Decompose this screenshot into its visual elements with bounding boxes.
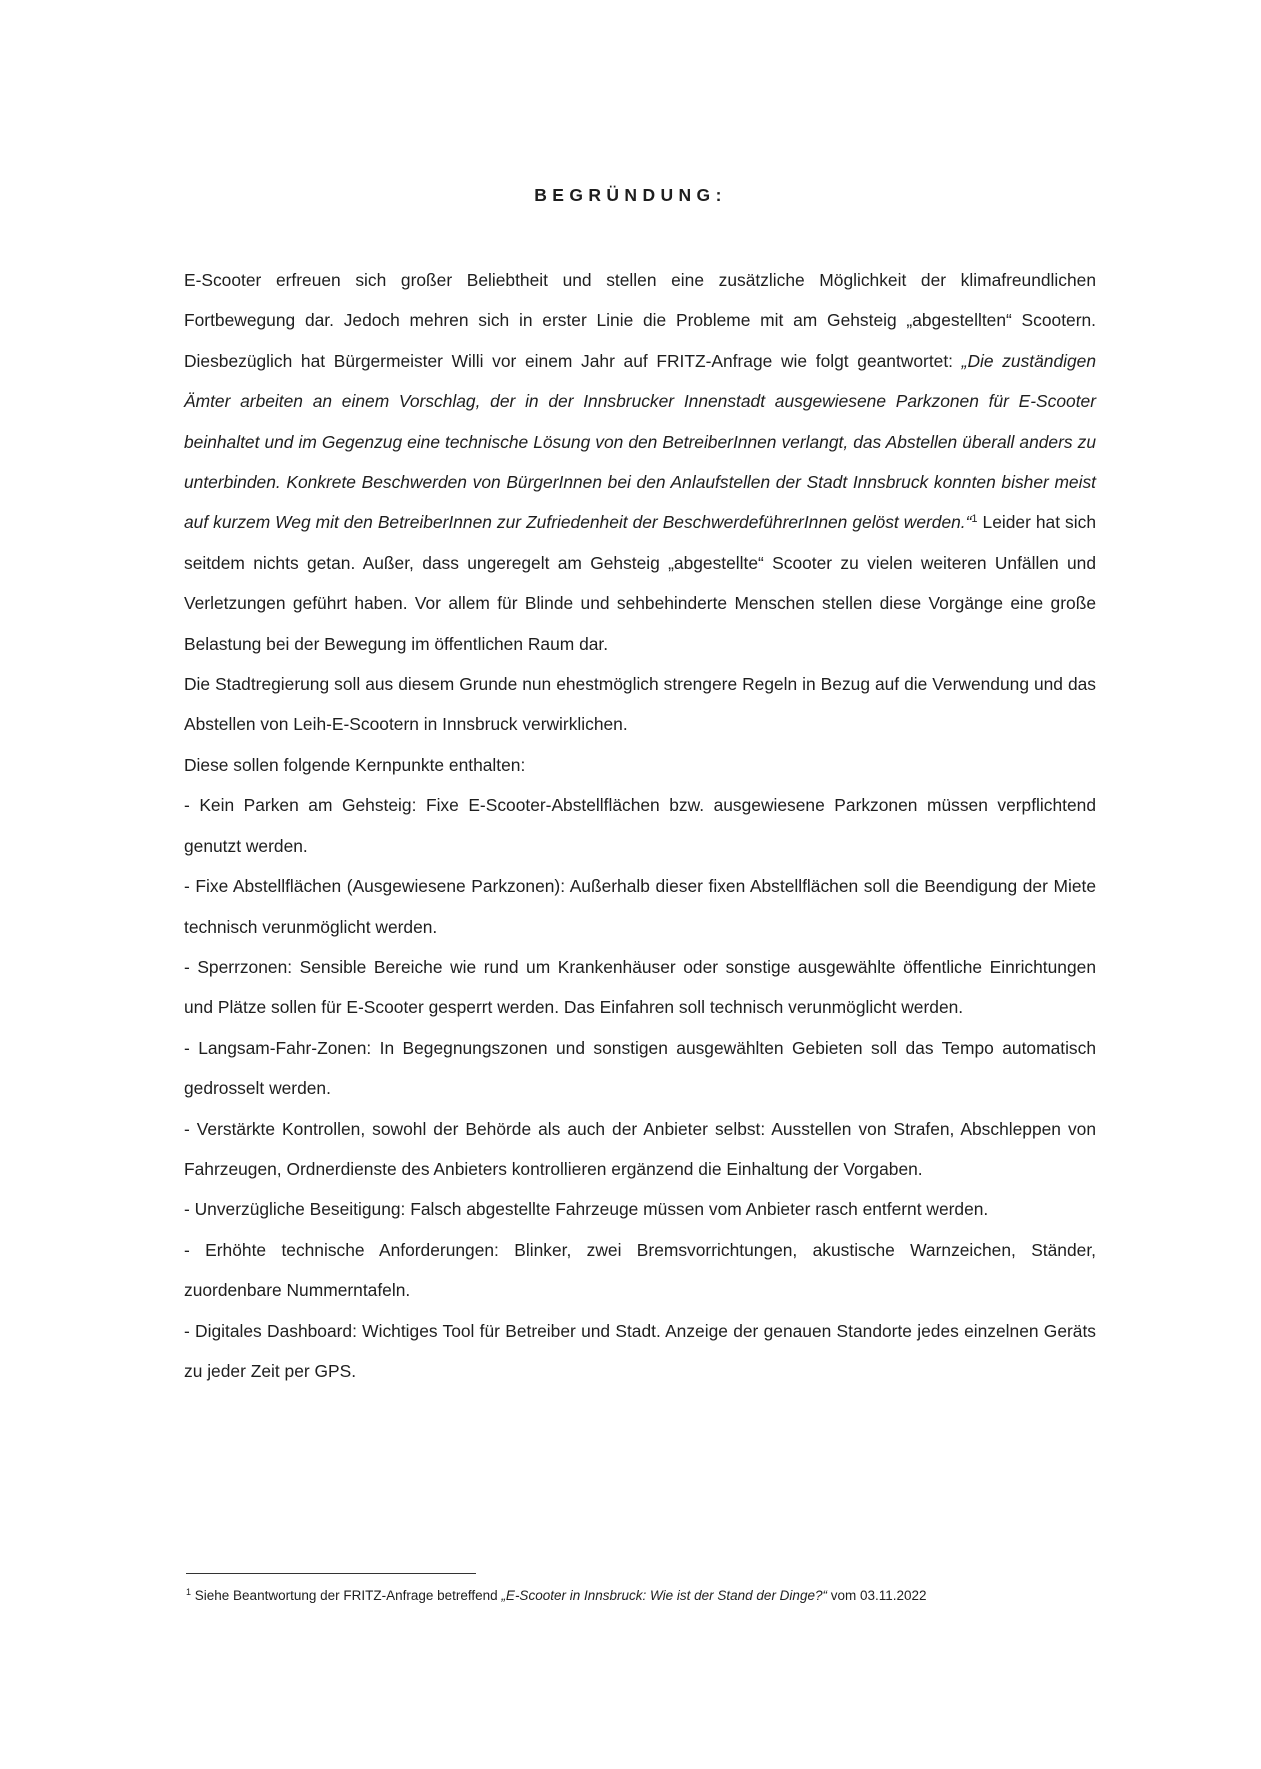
- footnote-title: „E-Scooter in Innsbruck: Wie ist der Stand der Dinge?“: [501, 1588, 827, 1603]
- page-heading: BEGRÜNDUNG:: [534, 185, 727, 205]
- paragraph-city-government: Die Stadtregierung soll aus diesem Grunde nun ehestmöglich strengere Regeln in Bezug auf die Verwendung und das Abstellen von Leih-E-Scootern in Innsbruck verwirklichen.: [184, 674, 1096, 735]
- footnote-reference: 1: [971, 513, 978, 526]
- point-slow-zones: - Langsam-Fahr-Zonen: In Begegnungszonen und sonstigen ausgewählten Gebieten soll das Tempo automatisch gedrosselt werden.: [184, 1037, 1096, 1099]
- footnote-prefix: Siehe Beantwortung der FRITZ-Anfrage betreffend: [191, 1588, 502, 1603]
- footnote-suffix: vom 03.11.2022: [826, 1588, 927, 1603]
- intro-text-after-quote: Leider hat sich seitdem nichts getan. Außer, dass ungeregelt am Gehsteig „abgestellte“ Scooter zu vielen weiteren Unfällen und Verletzungen geführt haben. Vor allem für Blinde und sehbehinderte Menschen stellen diese Vorgänge eine große Belastung bei der Bewegung im öffentlichen Raum dar.: [184, 512, 1096, 654]
- body-text: [184, 260, 1096, 1391]
- point-restricted-zones: - Sperrzonen: Sensible Bereiche wie rund um Krankenhäuser oder sonstige ausgewählte öffentliche Einrichtungen und Plätze sollen für E-Scooter gesperrt werden. Das Einfahren soll technisch verunmöglicht werden.: [184, 956, 1096, 1018]
- point-technical-requirements: - Erhöhte technische Anforderungen: Blinker, zwei Bremsvorrichtungen, akustische Warnzeichen, Ständer, zuordenbare Nummerntafeln.: [184, 1239, 1096, 1301]
- mayor-quote: „Die zuständigen Ämter arbeiten an einem Vorschlag, der in der Innsbrucker Innenstadt ausgewiesene Parkzonen für E-Scooter beinhaltet und im Gegenzug eine technische Lösung von den BetreiberInnen verlangt, das Abstellen überall anders zu unterbinden. Konkrete Beschwerden von BürgerInnen bei den Anlaufstellen der Stadt Innsbruck konnten bisher meist auf kurzem Weg mit den BetreiberInnen zur Zufriedenheit der BeschwerdeführerInnen gelöst werden.“: [184, 350, 1096, 533]
- intro-paragraph: [184, 260, 1096, 664]
- intro-text-before-quote: E-Scooter erfreuen sich großer Beliebtheit und stellen eine zusätzliche Möglichkeit der klimafreundlichen Fortbewegung dar. Jedoch mehren sich in erster Linie die Probleme mit am Gehsteig „abgestellten“ Scootern. Diesbezüglich hat Bürgermeister Willi vor einem Jahr auf FRITZ-Anfrage wie folgt geantwortet:: [184, 270, 1096, 371]
- point-immediate-removal: - Unverzügliche Beseitigung: Falsch abgestellte Fahrzeuge müssen vom Anbieter rasch entfernt werden.: [184, 1199, 989, 1220]
- point-increased-controls: - Verstärkte Kontrollen, sowohl der Behörde als auch der Anbieter selbst: Ausstellen von Strafen, Abschleppen von Fahrzeugen, Ordnerdienste des Anbieters kontrollieren ergänzend die Einhaltung der Vorgaben.: [184, 1118, 1096, 1179]
- point-no-sidewalk-parking: - Kein Parken am Gehsteig: Fixe E-Scooter-Abstellflächen bzw. ausgewiesene Parkzonen müssen verpflichtend genutzt werden.: [184, 795, 1096, 856]
- point-digital-dashboard: - Digitales Dashboard: Wichtiges Tool für Betreiber und Stadt. Anzeige der genauen Standorte jedes einzelnen Geräts zu jeder Zeit per GPS.: [184, 1320, 1096, 1381]
- point-fixed-parking-areas: - Fixe Abstellflächen (Ausgewiesene Parkzonen): Außerhalb dieser fixen Abstellflächen soll die Beendigung der Miete technisch verunmöglicht werden.: [184, 876, 1096, 937]
- footnote-marker: 1: [186, 1587, 192, 1597]
- footnote-separator: [186, 1573, 476, 1574]
- paragraph-key-points-intro: Diese sollen folgende Kernpunkte enthalten:: [184, 754, 526, 775]
- footnote: [186, 1587, 1106, 1605]
